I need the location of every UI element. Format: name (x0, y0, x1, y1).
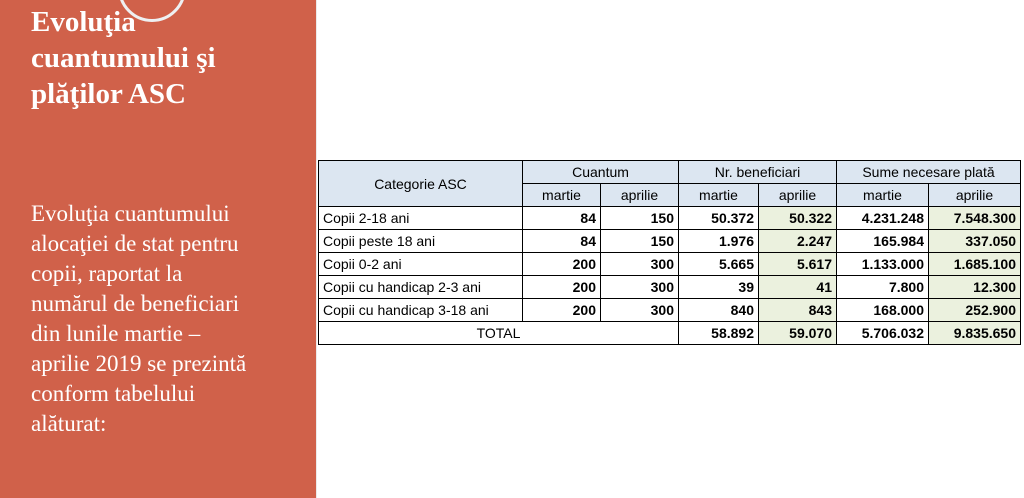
cell-value: 41 (759, 276, 837, 299)
table-total-row (319, 322, 1021, 345)
cell-value: 2.247 (759, 230, 837, 253)
cell-value: 150 (601, 230, 679, 253)
cell-value: 84 (523, 207, 601, 230)
header-beneficiari: Nr. beneficiari (679, 161, 837, 184)
table-row (319, 207, 1021, 230)
subheader-month: aprilie (929, 184, 1021, 207)
cell-value: 300 (601, 299, 679, 322)
total-value: 9.835.650 (929, 322, 1021, 345)
cell-value: 840 (679, 299, 759, 322)
cell-value: 843 (759, 299, 837, 322)
total-value: 58.892 (679, 322, 759, 345)
cell-value: 7.800 (837, 276, 929, 299)
total-value: 59.070 (759, 322, 837, 345)
row-category: Copii cu handicap 2-3 ani (319, 276, 523, 299)
table-row (319, 299, 1021, 322)
total-value: 5.706.032 (837, 322, 929, 345)
asc-table (318, 160, 1021, 345)
row-category: Copii cu handicap 3-18 ani (319, 299, 523, 322)
cell-value: 5.617 (759, 253, 837, 276)
title-panel (0, 0, 316, 498)
subheader-month: martie (837, 184, 929, 207)
cell-value: 337.050 (929, 230, 1021, 253)
cell-value: 1.133.000 (837, 253, 929, 276)
total-label: TOTAL (319, 322, 679, 345)
row-category: Copii 2-18 ani (319, 207, 523, 230)
table-row (319, 230, 1021, 253)
subheader-month: aprilie (759, 184, 837, 207)
slide-title: Evoluţia cuantumului şi plăţilor ASC (31, 6, 216, 110)
cell-value: 150 (601, 207, 679, 230)
table-header-row (319, 161, 1021, 184)
cell-value: 4.231.248 (837, 207, 929, 230)
row-category: Copii peste 18 ani (319, 230, 523, 253)
subheader-month: martie (679, 184, 759, 207)
header-cuantum: Cuantum (523, 161, 679, 184)
cell-value: 7.548.300 (929, 207, 1021, 230)
table-row (319, 276, 1021, 299)
cell-value: 300 (601, 276, 679, 299)
cell-value: 200 (523, 276, 601, 299)
slide-description: Evoluţia cuantumului alocaţiei de stat pentru copii, raportat la numărul de beneficiari din lunile martie – aprilie 2019 se prezintă conform tabelului alăturat: (31, 201, 247, 436)
cell-value: 50.322 (759, 207, 837, 230)
row-category: Copii 0-2 ani (319, 253, 523, 276)
cell-value: 165.984 (837, 230, 929, 253)
cell-value: 12.300 (929, 276, 1021, 299)
cell-value: 200 (523, 253, 601, 276)
cell-value: 1.976 (679, 230, 759, 253)
header-sume: Sume necesare plată (837, 161, 1021, 184)
cell-value: 300 (601, 253, 679, 276)
table-row (319, 253, 1021, 276)
subheader-month: martie (523, 184, 601, 207)
cell-value: 39 (679, 276, 759, 299)
subheader-month: aprilie (601, 184, 679, 207)
cell-value: 200 (523, 299, 601, 322)
cell-value: 1.685.100 (929, 253, 1021, 276)
header-category: Categorie ASC (319, 161, 523, 207)
cell-value: 84 (523, 230, 601, 253)
cell-value: 50.372 (679, 207, 759, 230)
cell-value: 252.900 (929, 299, 1021, 322)
panel-divider (316, 0, 317, 498)
cell-value: 5.665 (679, 253, 759, 276)
cell-value: 168.000 (837, 299, 929, 322)
